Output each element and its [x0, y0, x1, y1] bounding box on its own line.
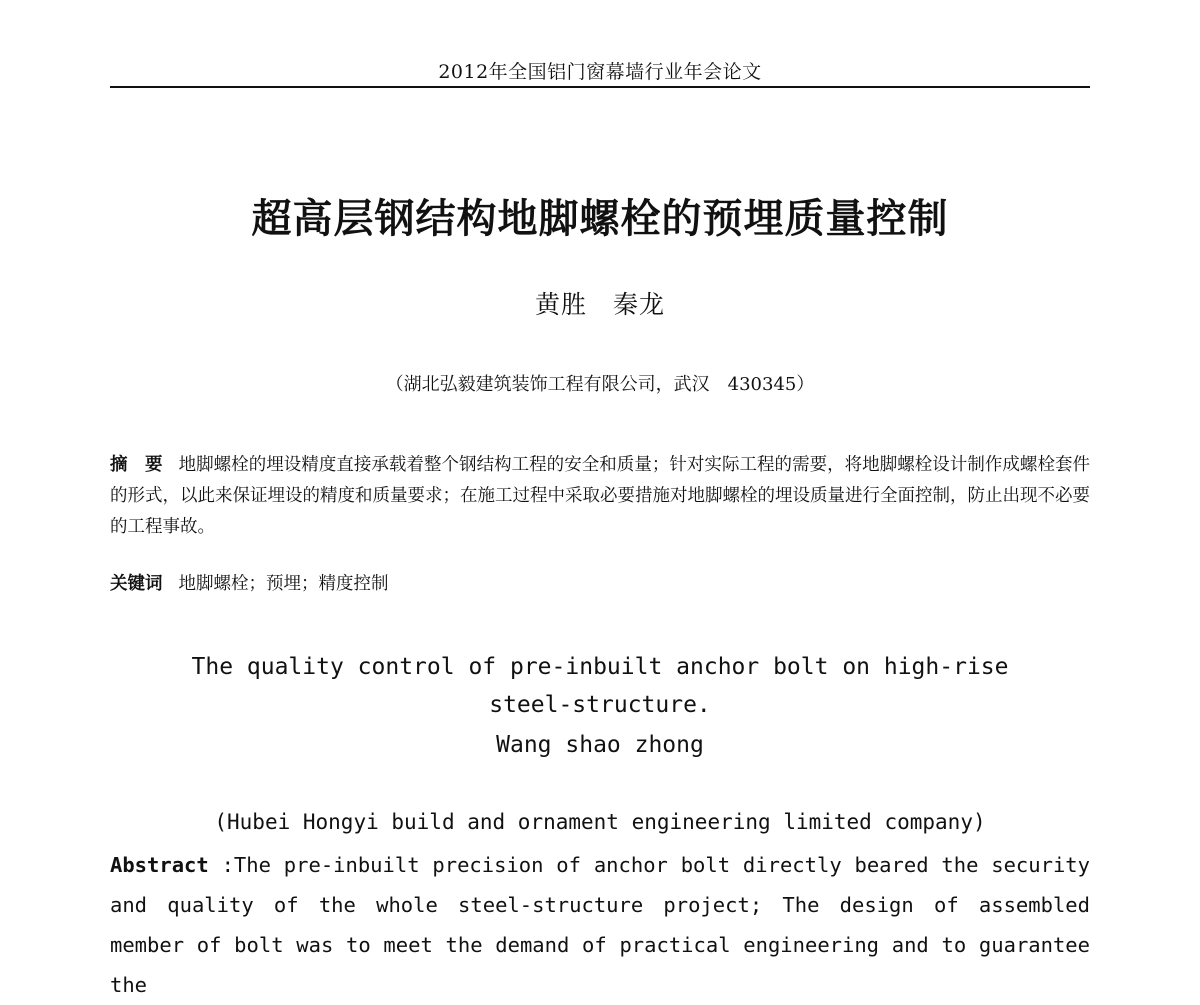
author-en: Wang shao zhong [496, 732, 704, 758]
abstract-cn [110, 450, 1090, 543]
header-rule [110, 86, 1090, 88]
abstract-label-cn: 摘 要 [110, 455, 163, 475]
keywords-label-cn: 关键词 [110, 574, 163, 594]
keywords-text-cn: 地脚螺栓；预埋；精度控制 [178, 574, 389, 594]
keywords-cn [110, 570, 1090, 598]
abstract-text-cn: 地脚螺栓的埋设精度直接承载着整个钢结构工程的安全和质量；针对实际工程的需要，将地脚螺栓设计制作成螺栓套件的形式，以此来保证埋设的精度和质量要求；在施工过程中采取必要措施对地脚螺栓的埋设质量进行全面控制，防止出现不必要的工程事故。 [110, 455, 1091, 537]
abstract-en [110, 845, 1090, 1005]
paper-title-en-line1: The quality control of pre-inbuilt anchor bolt on high-rise [191, 654, 1009, 680]
paper-title-cn: 超高层钢结构地脚螺栓的预埋质量控制 [251, 196, 949, 242]
paper-title-en [110, 648, 1090, 724]
paper-title-en-line2: steel-structure. [489, 692, 711, 718]
abstract-label-en: Abstract [110, 853, 209, 877]
affiliation-cn: （湖北弘毅建筑装饰工程有限公司，武汉 430345） [385, 374, 815, 395]
authors-cn: 黄胜 秦龙 [534, 290, 665, 319]
affiliation-en: (Hubei Hongyi build and ornament engineering limited company) [214, 810, 986, 834]
running-header: 2012年全国铝门窗幕墙行业年会论文 [438, 61, 762, 83]
abstract-text-en: :The pre-inbuilt precision of anchor bolt directly beared the security and quality of the whole steel-structure project; The design of assembled member of bolt was to meet the demand of practical engineering and to guarantee the [110, 853, 1090, 997]
